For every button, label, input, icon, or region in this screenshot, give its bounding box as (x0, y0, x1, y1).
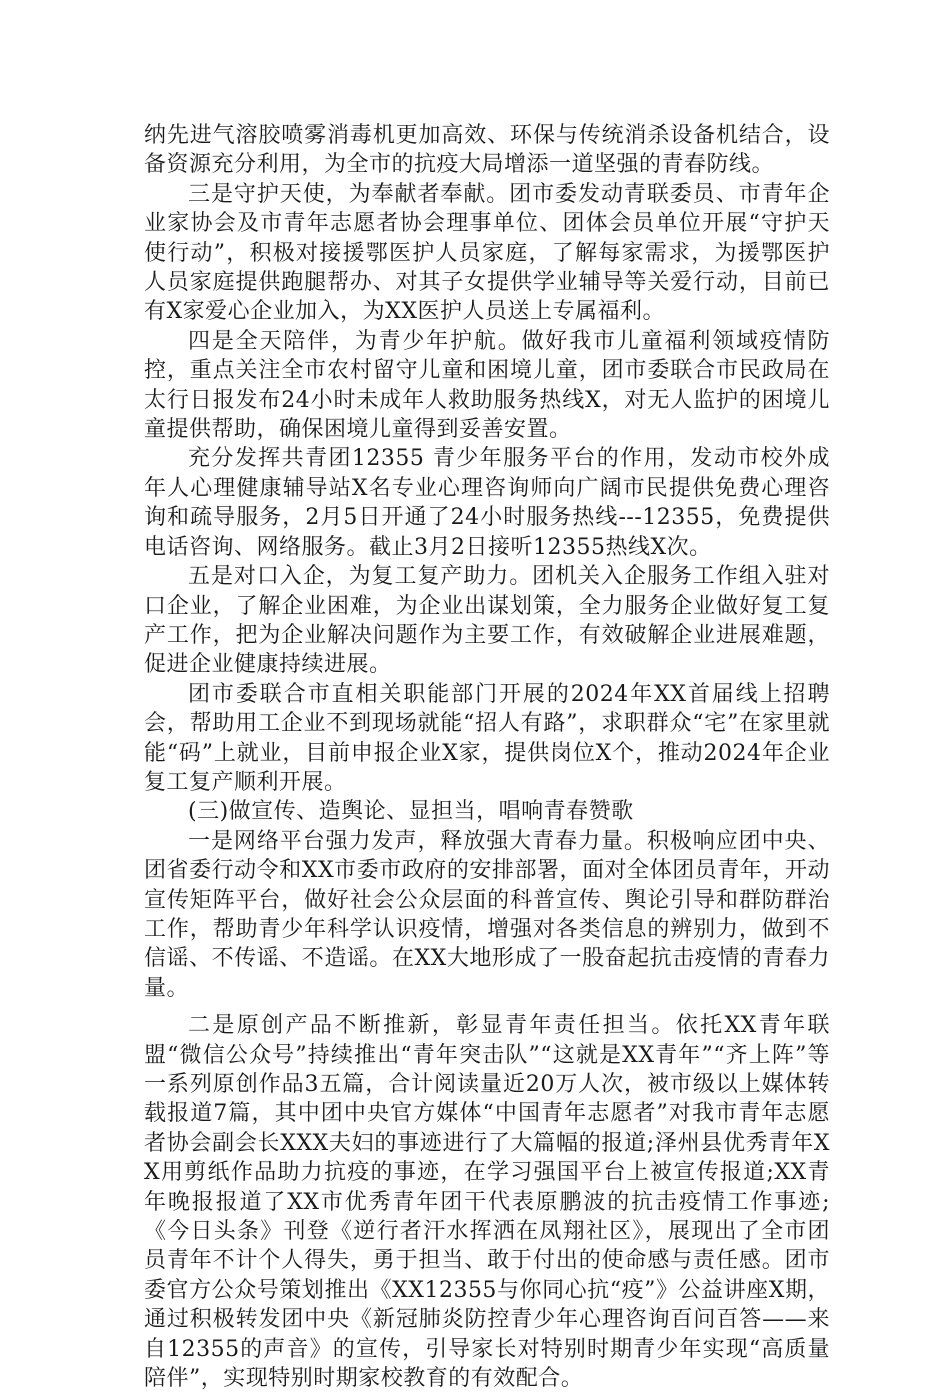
paragraph-guardian-angels: 三是守护天使，为奉献者奉献。团市委发动青联委员、市青年企业家协会及市青年志愿者协会理事单位、团体会员单位开展“守护天使行动”，积极对接援鄂医护人员家庭，了解每家需求，为援鄂医护人员家庭提供跑腿帮办、对其子女提供学业辅导等关爱行动，目前已有X家爱心企业加入，为XX医护人员送上专属福利。 (144, 181, 830, 325)
section-heading-publicity: (三)做宣传、造舆论、显担当，唱响青春赞歌 (188, 799, 634, 825)
paragraph-online-recruitment: 团市委联合市直相关职能部门开展的2024年XX首届线上招聘会，帮助用工企业不到现场就能“招人有路”，求职群众“宅”在家里就能“码”上就业，目前申报企业X家，提供岗位X个，推动2024年企业复工复产顺利开展。 (144, 681, 830, 795)
paragraph-continuation: 纳先进气溶胶喷雾消毒机更加高效、环保与传统消杀设备机结合，设备资源充分利用，为全市的抗疫大局增添一道坚强的青春防线。 (144, 123, 830, 178)
document-body (144, 121, 830, 1393)
paragraph-enterprise-support: 五是对口入企，为复工复产助力。团机关入企服务工作组入驻对口企业，了解企业困难，为企业出谋划策，全力服务企业做好复工复产工作，把为企业解决问题作为主要工作，有效破解企业进展难题，促进企业健康持续进展。 (144, 564, 830, 678)
paragraph-network-platform: 一是网络平台强力发声，释放强大青春力量。积极响应团中央、团省委行动令和XX市委市政府的安排部署，面对全体团员青年，开动宣传矩阵平台，做好社会公众层面的科普宣传、舆论引导和群防群治工作，帮助青少年科学认识疫情，增强对各类信息的辨别力，做到不信谣、不传谣、不造谣。在XX大地形成了一股奋起抗击疫情的青春力量。 (144, 828, 830, 1001)
paragraph-youth-escort: 四是全天陪伴，为青少年护航。做好我市儿童福利领域疫情防控，重点关注全市农村留守儿童和困境儿童，团市委联合市民政局在太行日报发布24小时未成年人救助服务热线X，对无人监护的困境儿童提供帮助，确保困境儿童得到妥善安置。 (144, 328, 830, 443)
paragraph-12355-platform: 充分发挥共青团12355 青少年服务平台的作用，发动市校外成年人心理健康辅导站X名专业心理咨询师向广阔市民提供免费心理咨询和疏导服务，2月5日开通了24小时服务热线---12355，免费提供电话咨询、网络服务。截止3月2日接听12355热线X次。 (144, 446, 830, 560)
paragraph-original-products: 二是原创产品不断推新，彰显青年责任担当。依托XX青年联盟“微信公众号”持续推出“青年突击队”“这就是XX青年”“齐上阵”等一系列原创作品3五篇，合计阅读量近20万人次，被市级以上媒体转载报道7篇，其中团中央官方媒体“中国青年志愿者”对我市青年志愿者协会副会长XXX夫妇的事迹进行了大篇幅的报道;泽州县优秀青年XX用剪纸作品助力抗疫的事迹，在学习强国平台上被宣传报道;XX青年晚报报道了XX市优秀青年团干代表原鹏波的抗击疫情工作事迹;《今日头条》刊登《逆行者汗水挥洒在凤翔社区》，展现出了全市团员青年不计个人得失，勇于担当、敢于付出的使命感与责任感。团市委官方公众号策划推出《XX12355与你同心抗“疫”》公益讲座X期，通过积极转发团中央《新冠肺炎防控青少年心理咨询百问百答——来自12355的声音》的宣传，引导家长对特别时期青少年实现“高质量陪伴”，实现特别时期家校教育的有效配合。 (144, 1013, 830, 1392)
